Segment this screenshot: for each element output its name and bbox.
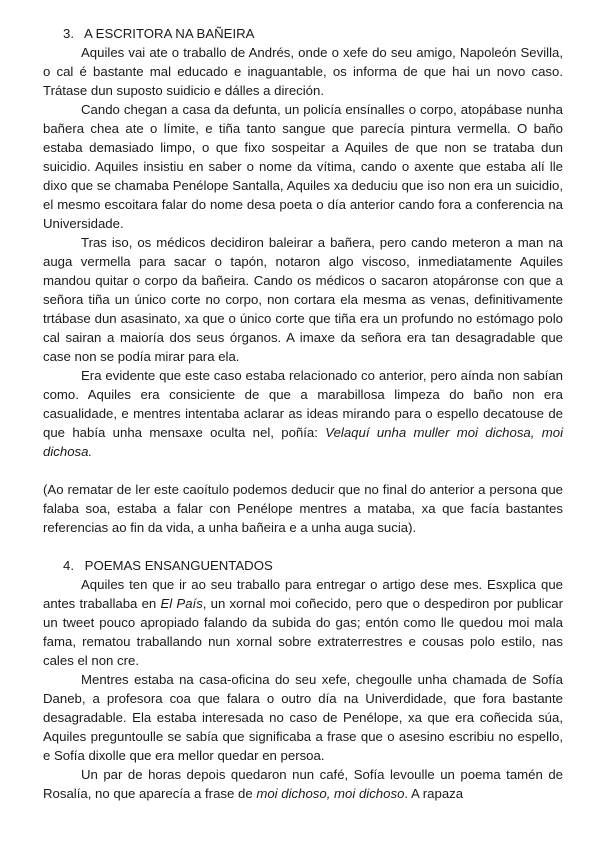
paragraph-text: Cando chegan a casa da defunta, un policía ensínalles o corpo, atopábase nunha bañera chea ate o límite, e tiña tanto sangue que parecía pintura vermella. O baño estaba demasiado limpo, o que fixo sospeitar a Aquiles de que non se trataba dun suicidio. Aquiles insistiu en saber o nome da vítima, cando o axente que estaba alí lle dixo que se chamaba Penélope Santalla, Aquiles xa deduciu que iso non era un suicidio, el mesmo escoitara falar do nome desa poeta o día anterior cando fora a conferencia na Universidade. xyxy=(43,102,563,231)
body-paragraph xyxy=(43,233,563,366)
reader-note: (Ao rematar de ler este caoítulo podemos deducir que no final do anterior a persona que falaba soa, estaba a falar con Penélope mentres a mataba, xa que facía bastantes referencias ao fin da vida, a unha bañeira e a unha auga sucia). xyxy=(43,482,563,535)
section-4-body xyxy=(43,575,563,803)
body-paragraph xyxy=(43,366,563,461)
paragraph-text: Aquiles vai ate o traballo de Andrés, onde o xefe do seu amigo, Napoleón Sevilla, o cal é bastante mal educado e inaguantable, os informa de que hai un novo caso. Trátase dun suposto suidicio e dálles a direción. xyxy=(43,45,563,98)
section-title: A ESCRITORA NA BAÑEIRA xyxy=(83,26,255,41)
paragraph-text: Mentres estaba na casa-oficina do seu xefe, chegoulle unha chamada de Sofía Daneb, a profesora coa que falara o outro día na Univerdidade, que fora bastante desagradable. Ela estaba interesada no caso de Penélope, xa que era coñecida súa, Aquiles preguntoulle se sabía que significaba a frase que o asesino escribiu no espello, e Sofía dixolle que era mellor quedar en persoa. xyxy=(43,672,563,763)
section-heading-4 xyxy=(63,556,563,575)
body-paragraph xyxy=(43,670,563,765)
paragraph-text: , un xornal moi coñecido, pero que o despediron por publicar un tweet pouco apropiado falando da subida do gas; entón como lle quedou moi mala fama, rematou traballando nun xornal sobre extraterrestres e cousas polo estilo, nas cales el non cre. xyxy=(43,596,564,668)
paragraph-text: Un par de horas depois quedaron nun café, Sofía levoulle un poema tamén de Rosalía, no que aparecía a frase de xyxy=(43,767,563,801)
spacer xyxy=(43,537,563,556)
section-number: 4. xyxy=(63,558,74,573)
italic-text: El País xyxy=(160,596,203,611)
spacer xyxy=(43,461,563,480)
document-page xyxy=(43,24,563,803)
paragraph-text: Tras iso, os médicos decidiron baleirar a bañera, pero cando meteron a man na auga vermella para sacar o tapón, notaron algo viscoso, inmediatamente Aquiles mandou quitar o corpo da bañeira. Cando os médicos o sacaron atopáronse con que a señora tiña un único corte no corpo, non cortara ela mesma as venas, definitivamente trtábase dun asasinato, xa que o único corte que tiña era un profundo no estómago polo cal sairan a maioría dos seus órganos. A imaxe da señora era tan desagradable que case non se podía mirar para ela. xyxy=(43,235,563,364)
italic-text: moi dichoso, moi dichoso xyxy=(256,786,405,801)
section-number: 3. xyxy=(63,26,74,41)
body-paragraph xyxy=(43,100,563,233)
italic-text: Velaquí unha muller moi dichosa, moi dichosa. xyxy=(43,425,563,459)
paragraph-text: Aquiles ten que ir ao seu traballo para entregar o artigo dese mes. Esxplica que antes traballaba en xyxy=(43,577,563,611)
paragraph-text: . A rapaza xyxy=(404,786,464,801)
section-title: POEMAS ENSANGUENTADOS xyxy=(84,558,273,573)
body-paragraph xyxy=(43,43,563,100)
section-heading-3 xyxy=(63,24,563,43)
body-paragraph xyxy=(43,765,563,803)
section-3-body xyxy=(43,43,563,461)
body-paragraph xyxy=(43,575,563,670)
paragraph-text: Era evidente que este caso estaba relacionado co anterior, pero aínda non sabían como. Aquiles era consiciente de que a marabillosa limpeza do baño non era casualidade, e mentres intentaba aclarar as ideas mirando para o espello decatouse de que había unha mensaxe oculta nel, poñía: xyxy=(43,368,563,440)
